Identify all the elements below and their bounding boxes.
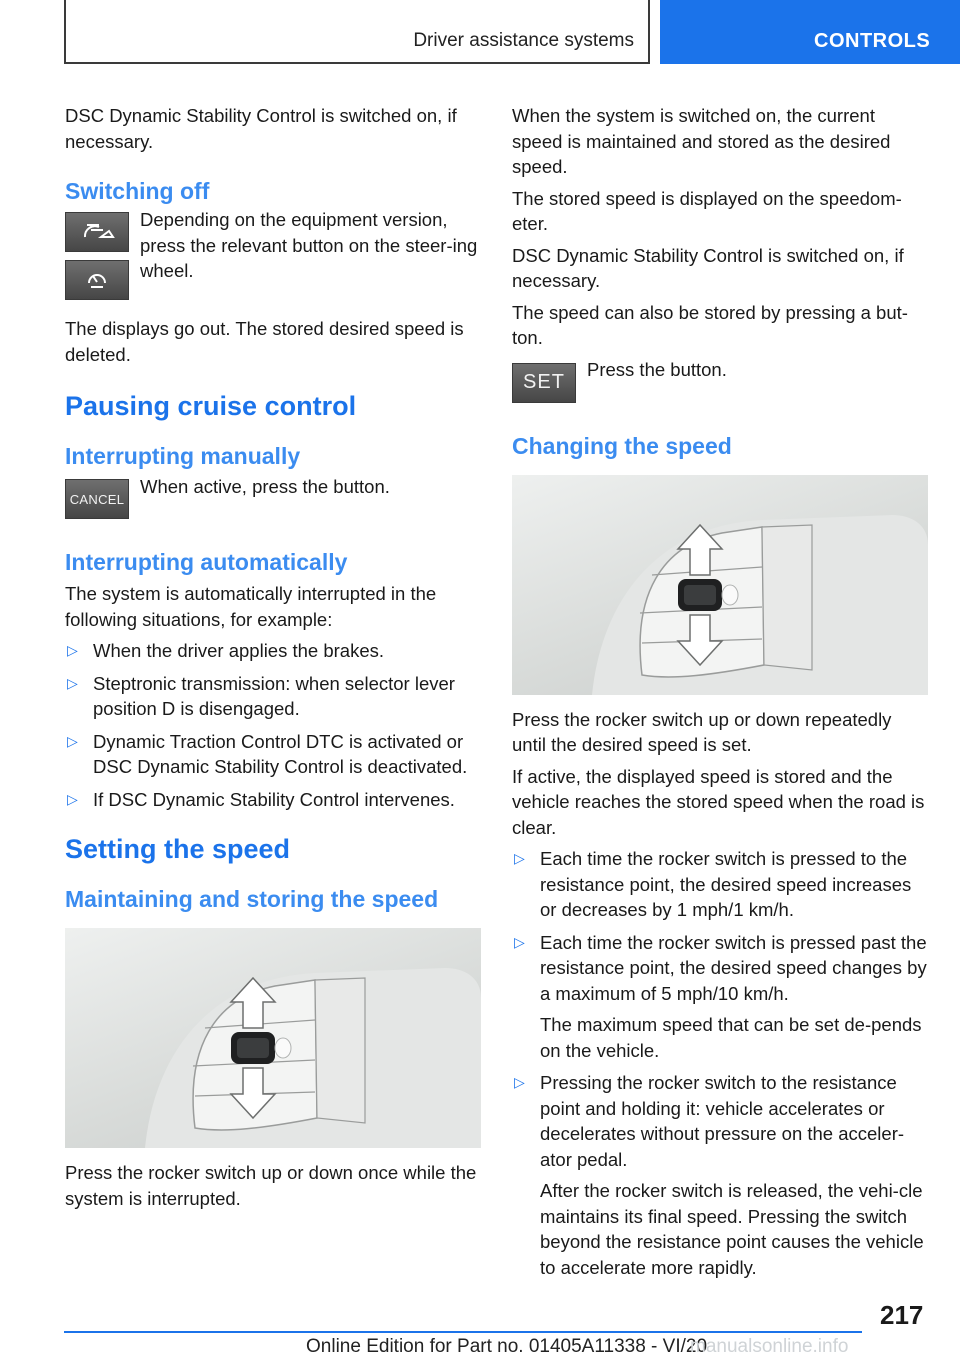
page-number: 217 [880, 1300, 924, 1330]
list-item: ▷ Dynamic Traction Control DTC is activated or DSC Dynamic Stability Control is deactivated. [67, 730, 468, 777]
list-item: ▷ If DSC Dynamic Stability Control intervenes. [65, 787, 483, 813]
pausing-heading: Pausing cruise control [65, 391, 357, 421]
right-para-1: When the system is switched on, the current speed is maintained and stored as the desired speed. [512, 105, 891, 177]
rocker-switch-illustration [65, 928, 481, 1148]
edition-text: Online Edition for Part no. 01405A11338 - VI/20 [306, 1336, 708, 1357]
triangle-right-icon: ▷ [514, 933, 525, 950]
steering-wheel-rocker-photo [65, 928, 481, 1148]
interrupt-auto-heading: Interrupting automatically [65, 549, 348, 575]
cancel-row [65, 476, 483, 519]
footer-divider [64, 1331, 862, 1333]
auto-interrupt-list [65, 638, 483, 812]
photo-caption-left: Press the rocker switch up or down once while the system is interrupted. [65, 1162, 477, 1209]
header-chapter-tab[interactable] [660, 0, 960, 64]
list-item-note: The maximum speed that can be set de-pends on the vehicle. [540, 1014, 922, 1061]
triangle-right-icon: ▷ [514, 1074, 525, 1090]
header-section-title: Driver assistance systems [413, 30, 634, 51]
interrupt-auto-text: The system is automatically interrupted in the following situations, for example: [65, 583, 437, 630]
list-item: ▷ Steptronic transmission: when selector lever position D is disengaged. [67, 672, 455, 719]
list-item: ▷ Each time the rocker switch is pressed to the resistance point, the desired speed increases or decreases by 1 mph/1 km/h. [514, 848, 912, 920]
intro-text: DSC Dynamic Stability Control is switched on, if necessary. [65, 105, 457, 152]
set-text: Press the button. [587, 358, 727, 380]
interrupt-manual-text: When active, press the button. [140, 476, 390, 497]
changing-speed-heading: Changing the speed [512, 432, 732, 459]
right-para-6: If active, the displayed speed is stored and the vehicle reaches the stored speed when the road is clear. [512, 765, 925, 838]
rocker-switch-illustration-2 [512, 475, 928, 695]
list-item: ▷ Each time the rocker switch is pressed past the resistance point, the desired speed changes by a maximum of 5 mph/10 km/h. The maximum speed that can be set de-pends on the vehicle. [512, 930, 930, 1064]
set-key-label: SET [523, 371, 565, 393]
setting-speed-heading: Setting the speed [65, 834, 291, 864]
right-para-3: DSC Dynamic Stability Control is switched on, if necessary. [512, 244, 904, 291]
switching-off-heading: Switching off [65, 178, 210, 204]
list-item-note: After the rocker switch is released, the vehi-cle maintains its final speed. Pressing the switch beyond the resistance point causes the vehicle to accelerate more rapidly. [540, 1180, 924, 1278]
switching-off-buttons [65, 209, 483, 304]
triangle-right-icon: ▷ [67, 790, 78, 807]
right-column [512, 103, 930, 1280]
switching-off-result: The displays go out. The stored desired speed is deleted. [65, 318, 464, 365]
triangle-right-icon: ▷ [514, 850, 525, 866]
cruise-control-key-icon [65, 212, 129, 252]
header-section-box [64, 0, 650, 64]
right-para-2: The stored speed is displayed on the speedom-eter. [512, 187, 902, 234]
cancel-key-label: CANCEL [69, 491, 125, 507]
maintain-speed-heading: Maintaining and storing the speed [65, 886, 439, 912]
left-column [65, 103, 483, 1211]
list-item: ▷ Pressing the rocker switch to the resistance point and holding it: vehicle accelerates or decelerates without pressure on the acceler-ator pedal. After the rocker switch is released, the vehi-cle maintains its final speed. Pressing the switch beyond the resistance point causes the vehicle to accelerate more rapidly. [512, 1070, 930, 1280]
speed-limiter-key-icon [65, 260, 129, 300]
right-para-5: Press the rocker switch up or down repeatedly until the desired speed is set. [512, 708, 892, 755]
triangle-right-icon: ▷ [67, 674, 78, 691]
set-row [512, 358, 930, 403]
interrupt-manual-heading: Interrupting manually [65, 443, 301, 469]
header-chapter-title: CONTROLS [814, 30, 931, 52]
list-item: ▷ When the driver applies the brakes. [65, 638, 483, 664]
watermark: manualsonline.info [690, 1336, 849, 1357]
triangle-right-icon: ▷ [67, 732, 78, 749]
steering-wheel-rocker-photo-2 [512, 475, 928, 695]
cancel-key-icon [65, 479, 129, 519]
triangle-right-icon: ▷ [67, 642, 78, 658]
switching-off-text: Depending on the equipment version, press the relevant button on the steer-ing wheel. [140, 209, 478, 281]
right-para-4: The speed can also be stored by pressing a but-ton. [512, 301, 908, 348]
change-speed-list [512, 846, 930, 1280]
set-key-icon [512, 363, 576, 403]
